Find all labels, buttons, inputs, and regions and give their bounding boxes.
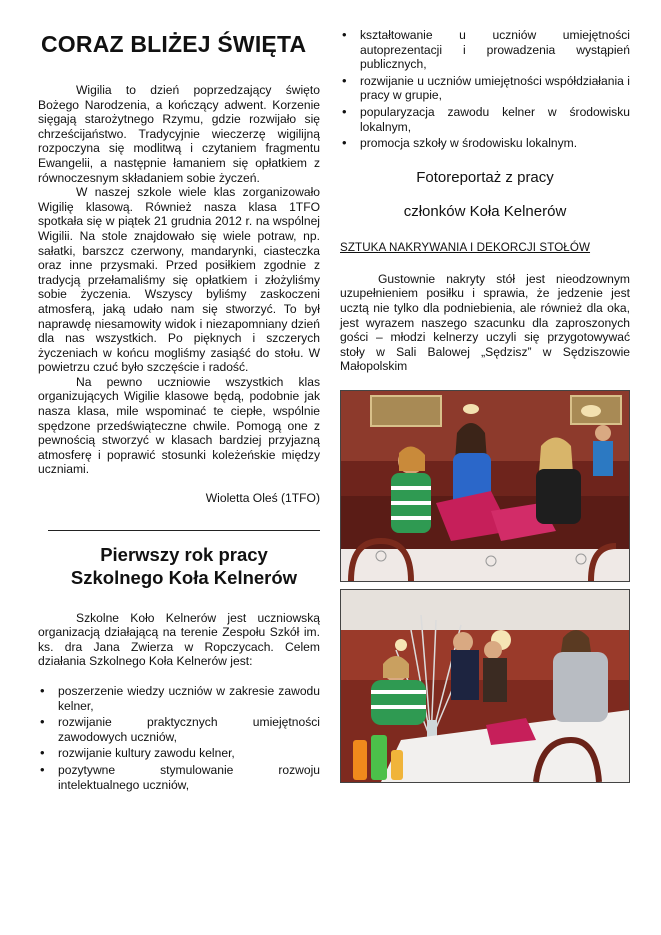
list-item: • pozytywne stymulowanie rozwoju intelektualnego uczniów, [38,763,320,792]
list-item: • popularyzacja zawodu kelner w środowisku lokalnym, [340,105,630,134]
section-title: SZTUKA NAKRYWANIA I DEKORCJI STOŁÓW [340,240,591,254]
photo-table-setting-1 [340,390,630,582]
right-column [340,30,630,374]
article-signature: Wioletta Oleś (1TFO) [205,491,320,506]
photoreport-text: Gustownie nakryty stół jest nieodzownym uzupełnieniem posiłku i sprawia, że jedzenie jest ucztą nie tylko dla podniebienia, ale również dla oka, jest wyrazem naszego szacunku dla zaproszonych gości – młodzi kelnerzy uczyli się przygotowywać stoły w Sali Balowej „Sędzisz” w Sędziszowie Małopolskim [340,271,630,374]
article-title: CORAZ BLIŻEJ ŚWIĘTA [41,31,307,57]
photoreport-heading-line1: Fotoreportaż z pracy [416,168,554,186]
photo-illustration [341,590,629,782]
list-item: • rozwijanie praktycznych umiejętności zawodowych uczniów, [38,715,320,744]
article2-title-line1: Pierwszy rok pracy [100,543,268,565]
goals-list-left [38,684,320,792]
article2-title-line2: Szkolnego Koła Kelnerów [70,566,298,588]
article-paragraph: Na pewno uczniowie wszystkich klas organizujących Wigilie klasowe będą, podobnie jak nasza klasa, mile wspominać te ciepłe, wspólnie spędzone przedświąteczne chwile. Pomogą one z pewnością stworzyć w klasach bardziej przyjazną atmosferę i poprawić stosunki koleżeńskie między uczniami. [38,374,320,477]
section-divider [48,530,320,531]
photoreport-heading-line2: członków Koła Kelnerów [403,202,567,220]
article-paragraph: W naszej szkole wiele klas zorganizowało Wigilię klasową. Również nasza klasa 1TFO spotkała się w piątek 21 grudnia 2012 r. na wspólnej Wigilii. Na stole znajdowało się wiele potraw, np. sałatki, barszcz czerwony, mandarynki, ciasteczka oraz inne przysmaki. Przed posiłkiem zgodnie z tradycją przełamaliśmy się opłatkiem i złożyliśmy sobie życzenia. Wszyscy byliśmy zaskoczeni atmosferą, jaką udało nam się stworzyć. To był naprawdę niesamowity widok i niezapomniany dzień dla nas wszystkich. Po pięknych i szczerych życzeniach w końcu mogliśmy zasiąść do stołu. W powietrzu czuć było szczęście i radość. [38,185,320,375]
list-item: • rozwijanie u uczniów umiejętności współdziałania i pracy w grupie, [340,74,630,103]
article-paragraph: Wigilia to dzień poprzedzający święto Bożego Narodzenia, a kończący adwent. Korzenie sięgają starożytnego Rzymu, gdzie rozwijało się chrześcijaństwo. Tradycyjnie wieczerzę wigilijną rozpoczyna się modlitwą i czytaniem fragmentu Ewangelii, a następnie łamaniem się opłatkiem z równoczesnym składaniem sobie życzeń. [38,83,320,185]
photo-table-setting-2 [340,589,630,783]
goals-list-right [340,28,630,151]
list-item: • promocja szkoły w środowisku lokalnym. [340,136,630,151]
list-item: • poszerzenie wiedzy uczniów w zakresie zawodu kelner, [38,684,320,713]
photo-illustration [341,391,629,581]
list-item: • rozwijanie kultury zawodu kelner, [38,746,320,761]
article2-title [48,543,320,589]
left-column [38,30,320,794]
article2-intro: Szkolne Koło Kelnerów jest uczniowską organizacją działającą na terenie Zespołu Szkół im. ks. dra Jana Zwierza w Ropczycach. Celem działania Szkolnego Koła Kelnerów jest: [38,610,320,669]
list-item: • kształtowanie u uczniów umiejętności autoprezentacji i prowadzenia wystąpień publicznych, [340,28,630,72]
